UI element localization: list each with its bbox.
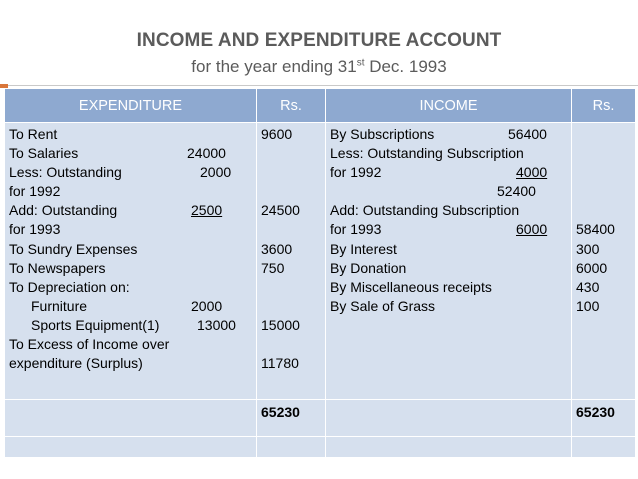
inc-rs-interest: 300 bbox=[576, 241, 600, 257]
inc-for-1992: for 1992 bbox=[330, 164, 382, 180]
exp-sports-amount: 13000 bbox=[197, 317, 236, 333]
total-expenditure: 65230 bbox=[261, 404, 300, 420]
expenditure-cell bbox=[5, 123, 257, 400]
exp-rs-depreciation: 15000 bbox=[261, 317, 300, 333]
exp-depreciation: To Depreciation on: bbox=[9, 279, 130, 295]
bottom-cell-3 bbox=[326, 437, 572, 458]
exp-less-outstanding-amount: 2000 bbox=[200, 164, 232, 180]
income-cell bbox=[326, 123, 572, 400]
exp-furniture-amount: 2000 bbox=[191, 298, 223, 314]
exp-furniture: Furniture bbox=[31, 298, 88, 314]
inc-rs-grass: 100 bbox=[576, 298, 600, 314]
total-row bbox=[5, 400, 636, 437]
inc-subscriptions: By Subscriptions bbox=[330, 126, 435, 142]
total-income: 65230 bbox=[576, 404, 615, 420]
total-income-blank bbox=[326, 400, 572, 437]
inc-rs-donation: 6000 bbox=[576, 260, 608, 276]
inc-misc: By Miscellaneous receipts bbox=[330, 279, 492, 295]
account-table bbox=[4, 88, 636, 458]
header-expenditure: EXPENDITURE bbox=[5, 89, 257, 123]
header-rs-income: Rs. bbox=[572, 89, 636, 123]
bottom-cell-2 bbox=[257, 437, 326, 458]
inc-rs-subscriptions: 58400 bbox=[576, 221, 615, 237]
exp-rs-newspapers: 750 bbox=[261, 260, 285, 276]
exp-salaries-amount: 24000 bbox=[187, 145, 226, 161]
total-income-cell bbox=[572, 400, 636, 437]
page-title: INCOME AND EXPENDITURE ACCOUNT bbox=[136, 30, 502, 51]
exp-for-1992: for 1992 bbox=[9, 183, 61, 199]
subtitle-date: Dec. 1993 bbox=[364, 57, 447, 76]
exp-excess-line2: expenditure (Surplus) bbox=[9, 355, 143, 371]
header-income: INCOME bbox=[326, 89, 572, 123]
exp-rs-salaries: 24500 bbox=[261, 202, 300, 218]
exp-rs-rent: 9600 bbox=[261, 126, 293, 142]
exp-rs-excess: 11780 bbox=[261, 355, 299, 371]
inc-subscriptions-amount: 56400 bbox=[508, 126, 547, 142]
exp-sundry: To Sundry Expenses bbox=[9, 241, 138, 257]
exp-less-outstanding: Less: Outstanding bbox=[9, 164, 122, 180]
inc-less-outstanding: Less: Outstanding Subscription bbox=[330, 145, 524, 161]
inc-for-1992-amount: 4000 bbox=[516, 164, 548, 180]
header-row bbox=[5, 89, 636, 123]
exp-rent: To Rent bbox=[9, 126, 58, 142]
inc-rs-misc: 430 bbox=[576, 279, 600, 295]
body-row bbox=[5, 123, 636, 400]
inc-add-outstanding: Add: Outstanding Subscription bbox=[330, 202, 520, 218]
subtitle-superscript: st bbox=[356, 57, 365, 69]
total-expenditure-cell bbox=[257, 400, 326, 437]
subtitle-text: for the year ending 31 bbox=[191, 57, 357, 76]
exp-add-outstanding-amount: 2500 bbox=[191, 202, 223, 218]
exp-newspapers: To Newspapers bbox=[9, 260, 106, 276]
exp-rs-sundry: 3600 bbox=[261, 241, 293, 257]
header-rs-expenditure: Rs. bbox=[257, 89, 326, 123]
exp-salaries: To Salaries bbox=[9, 145, 79, 161]
divider-line bbox=[8, 85, 638, 86]
inc-for-1993-amount: 6000 bbox=[516, 221, 548, 237]
income-rs-cell bbox=[572, 123, 636, 400]
total-expenditure-blank bbox=[5, 400, 257, 437]
inc-grass: By Sale of Grass bbox=[330, 298, 436, 314]
inc-for-1993: for 1993 bbox=[330, 221, 382, 237]
bottom-cell-4 bbox=[572, 437, 636, 458]
inc-subtotal: 52400 bbox=[497, 183, 536, 199]
bottom-row bbox=[5, 437, 636, 458]
exp-excess-line1: To Excess of Income over bbox=[9, 336, 170, 352]
expenditure-rs-cell bbox=[257, 123, 326, 400]
page-subtitle bbox=[0, 57, 638, 77]
bottom-cell-1 bbox=[5, 437, 257, 458]
exp-for-1993: for 1993 bbox=[9, 221, 61, 237]
exp-sports: Sports Equipment(1) bbox=[31, 317, 160, 333]
exp-add-outstanding: Add: Outstanding bbox=[9, 202, 118, 218]
inc-interest: By Interest bbox=[330, 241, 397, 257]
inc-donation: By Donation bbox=[330, 260, 407, 276]
